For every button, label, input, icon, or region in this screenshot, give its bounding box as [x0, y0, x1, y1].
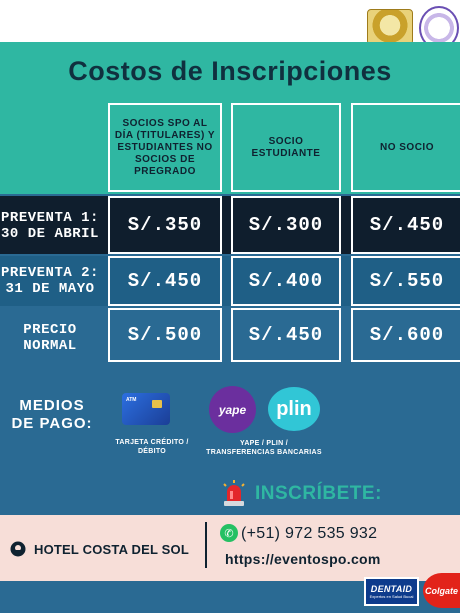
- phone-number[interactable]: (+51) 972 535 932: [241, 525, 378, 542]
- card-chip-icon: [152, 400, 162, 408]
- price-cell: S/.450: [351, 196, 460, 254]
- payment-methods-heading: MEDIOS DE PAGO:: [11, 397, 93, 432]
- price-cell: S/.450: [231, 308, 341, 362]
- alarm-light-icon: [220, 479, 248, 507]
- society-logo-icon: [367, 9, 413, 45]
- location-pin-icon: [10, 541, 26, 557]
- row-label-preventa-2: PREVENTA 2: 31 DE MAYO: [1, 265, 99, 297]
- row-label-preventa-1: PREVENTA 1: 30 DE ABRIL: [1, 210, 99, 242]
- price-cell: S/.450: [108, 256, 222, 306]
- yape-logo-text: yape: [218, 402, 247, 417]
- dentaid-tagline: Expertos en Salud Bucal: [369, 594, 414, 599]
- card-atm-text: ATM: [126, 397, 137, 403]
- website-link[interactable]: https://eventospo.com: [225, 551, 381, 567]
- price-cell: S/.600: [351, 308, 460, 362]
- contact-divider: [205, 522, 207, 568]
- dentaid-sponsor-logo: [364, 577, 419, 606]
- register-call-to-action: INSCRÍBETE:: [255, 483, 382, 504]
- yape-logo-icon: [209, 386, 256, 433]
- row-label-precio-normal: PRECIO NORMAL: [23, 322, 77, 354]
- price-cell: S/.350: [108, 196, 222, 254]
- card-payment-label: TARJETA CRÉDITO / DÉBITO: [115, 439, 189, 455]
- dentaid-logo-text: DENTAID: [370, 584, 413, 594]
- column-header-socio-estudiante: SOCIO ESTUDIANTE: [231, 103, 341, 192]
- page-title: Costos de Inscripciones: [68, 56, 392, 86]
- price-cell: S/.400: [231, 256, 341, 306]
- plin-logo-text: plin: [276, 397, 312, 420]
- colgate-logo-text: Colgate: [424, 585, 458, 596]
- price-cell: S/.550: [351, 256, 460, 306]
- column-header-socios-spo: SOCIOS SPO AL DÍA (TITULARES) Y ESTUDIANTES NO SOCIOS DE PREGRADO: [108, 103, 222, 192]
- price-cell: S/.500: [108, 308, 222, 362]
- apps-payment-label: YAPE / PLIN / TRANSFERENCIAS BANCARIAS: [206, 440, 322, 456]
- column-header-no-socio: NO SOCIO: [351, 103, 460, 192]
- colgate-sponsor-logo: [423, 573, 460, 608]
- price-cell: S/.300: [231, 196, 341, 254]
- whatsapp-icon: ✆: [220, 524, 238, 542]
- venue-location: HOTEL COSTA DEL SOL: [34, 542, 189, 557]
- plin-logo-icon: [268, 387, 320, 431]
